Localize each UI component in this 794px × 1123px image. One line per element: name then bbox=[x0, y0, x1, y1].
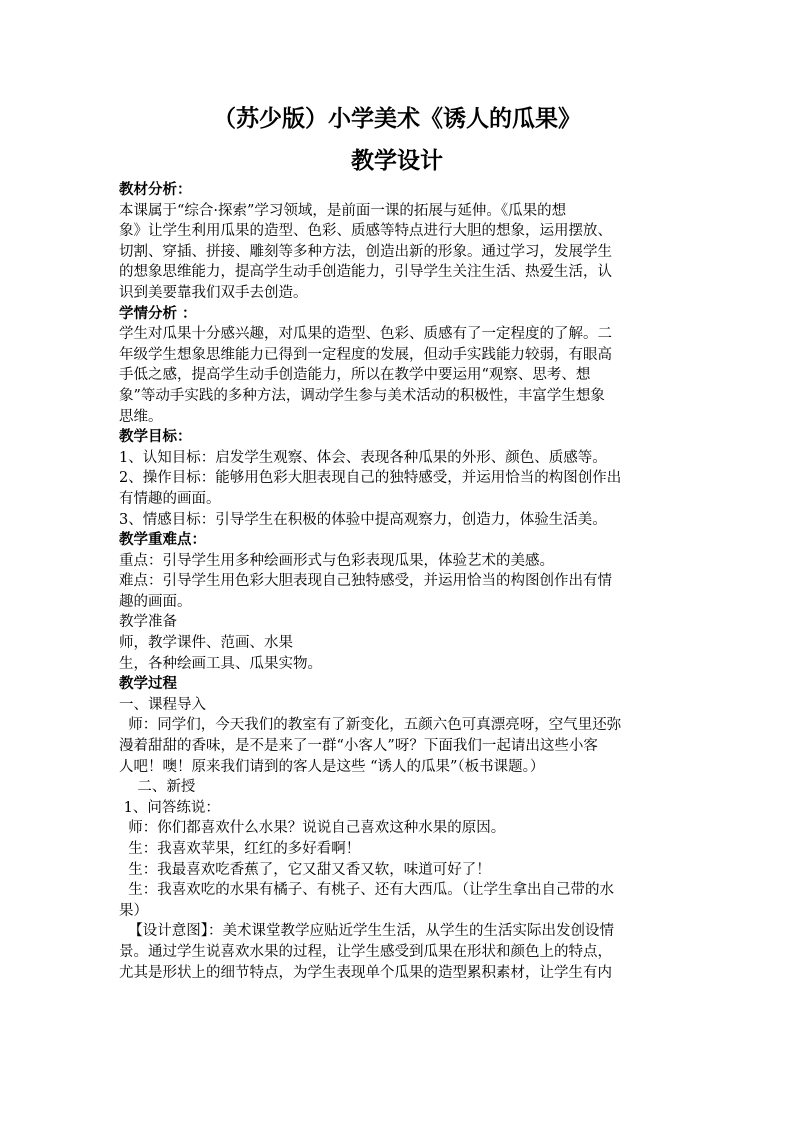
section-heading: 学情分析 ： bbox=[119, 304, 197, 322]
text-line: 思维。 bbox=[119, 408, 163, 425]
section-heading: 教学过程 bbox=[119, 675, 177, 693]
text-line: 本课属于“综合·探索”学习领域，是前面一课的拓展与延伸。《瓜果的想 bbox=[119, 202, 567, 219]
section-heading: 教学重难点： bbox=[119, 531, 206, 549]
text-line: 趣的画面。 bbox=[119, 593, 192, 610]
text-line: 1、认知目标：启发学生观察、体会、表现各种瓜果的外形、颜色、质感等。 bbox=[119, 449, 607, 466]
text-line: 3、情感目标：引导学生在积极的体验中提高观察力，创造力，体验生活美。 bbox=[119, 511, 607, 528]
section-heading: 教学目标： bbox=[119, 428, 192, 446]
text-line: 有情趣的画面。 bbox=[119, 490, 221, 507]
text-line: 的想象思维能力，提高学生动手创造能力，引导学生关注生活、热爱生活，认 bbox=[119, 264, 612, 281]
text-line: 学生对瓜果十分感兴趣，对瓜果的造型、色彩、质感有了一定程度的了解。二 bbox=[119, 326, 612, 343]
text-line: 师：你们都喜欢什么水果？说说自己喜欢这种水果的原因。 bbox=[119, 820, 506, 837]
document-title: （苏少版）小学美术《诱人的瓜果》 bbox=[213, 105, 581, 132]
text-line: 手低之感，提高学生动手创造能力，所以在教学中要运用“观察、思考、想 bbox=[119, 367, 591, 384]
text-line: 二、新授 bbox=[119, 779, 196, 796]
text-line: 2、操作目标：能够用色彩大胆表现自己的独特感受，并运用恰当的构图创作出 bbox=[119, 470, 622, 487]
section-heading: 教材分析： bbox=[119, 181, 192, 198]
document-subtitle: 教学设计 bbox=[351, 147, 443, 174]
text-line: 【设计意图】：美术课堂教学应贴近学生生活，从学生的生活实际出发创设情 bbox=[119, 923, 614, 940]
text-line: 尤其是形状上的细节特点，为学生表现单个瓜果的造型累积素材，让学生有内 bbox=[119, 964, 612, 981]
text-line: 重点：引导学生用多种绘画形式与色彩表现瓜果，体验艺术的美感。 bbox=[119, 552, 554, 569]
text-line: 1、问答练说： bbox=[119, 799, 220, 816]
text-line: 人吧！噢！原来我们请到的客人是这些 “诱人的瓜果”（板书课题。） bbox=[119, 758, 545, 775]
text-line: 果） bbox=[119, 902, 148, 919]
text-line: 生：我最喜欢吃香蕉了，它又甜又香又软，味道可好了！ bbox=[119, 861, 491, 878]
text-line: 难点：引导学生用色彩大胆表现自己独特感受，并运用恰当的构图创作出有情 bbox=[119, 573, 612, 590]
text-line: 师：同学们，今天我们的教室有了新变化，五颜六色可真漂亮呀，空气里还弥 bbox=[119, 717, 622, 734]
text-line: 师，教学课件、范画、水果 bbox=[119, 635, 293, 652]
document-body bbox=[119, 180, 679, 983]
text-line: 生：我喜欢吃的水果有橘子、有桃子、还有大西瓜。（让学生拿出自己带的水 bbox=[119, 882, 614, 899]
text-line: 切割、穿插、拼接、雕刻等多种方法，创造出新的形象。通过学习，发展学生 bbox=[119, 243, 612, 260]
text-line: 漫着甜甜的香味，是不是来了一群“小客人”呀？下面我们一起请出这些小客 bbox=[119, 738, 598, 755]
text-line: 生：我喜欢苹果，红红的多好看啊！ bbox=[119, 841, 361, 857]
text-line: 一、课程导入 bbox=[119, 696, 206, 713]
text-line: 景。通过学生说喜欢水果的过程，让学生感受到瓜果在形状和颜色上的特点， bbox=[119, 943, 612, 960]
text-line: 年级学生想象思维能力已得到一定程度的发展，但动手实践能力较弱，有眼高 bbox=[119, 346, 612, 363]
text-line: 象》让学生利用瓜果的造型、色彩、质感等特点进行大胆的想象，运用摆放、 bbox=[119, 223, 612, 240]
text-line: 生，各种绘画工具、瓜果实物。 bbox=[119, 655, 322, 672]
text-line: 象”等动手实践的多种方法，调动学生参与美术活动的积极性，丰富学生想象 bbox=[119, 387, 605, 404]
text-line: 教学准备 bbox=[119, 614, 177, 631]
text-line: 识到美要靠我们双手去创造。 bbox=[119, 284, 308, 301]
